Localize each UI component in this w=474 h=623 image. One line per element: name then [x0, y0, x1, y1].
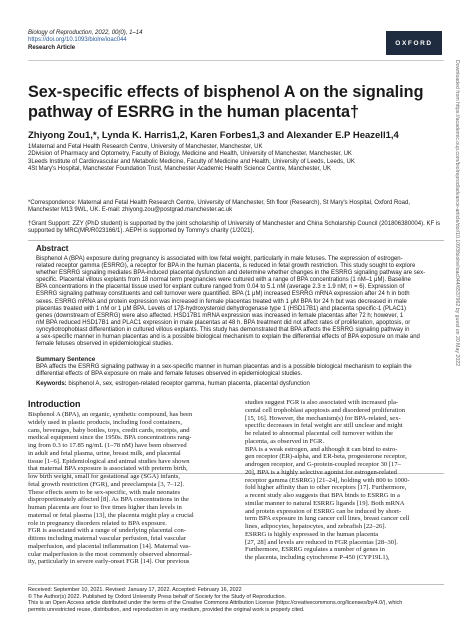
body-line: cans, beverages, baby bottles, toys, credit cards, receipts, and: [28, 426, 190, 434]
grant-line: supported by MRC(MR/R023166/1). AEPH is supported by Tommy's charity (1/2021).: [28, 228, 255, 235]
correspondence-line: Manchester M13 9WL, UK. E-mail: zhiyong.zou@postgrad.manchester.ac.uk: [28, 207, 233, 214]
received-dates: Received: September 10, 2021. Revised: January 17, 2022. Accepted: February 16, 2022: [28, 587, 242, 593]
abstract-line: BPA concentrations in the placental tissue used for explant culture ranged from 0.04 to 5.1 nM (average 2.3 ± 1.9 nM; n = 6). Expression of: [36, 284, 405, 291]
body-line: maternal or fetal plasma [13], the placenta might play a crucial: [28, 511, 194, 519]
affiliation-3: 3Leeds Institute of Cardiovascular and Metabolic Medicine, Faculty of Medicine and Health, University of Leeds, Leeds, UK: [28, 158, 355, 165]
body-line: ESRRG is highly expressed in the human placenta: [245, 530, 379, 538]
body-line: be related to abnormal placental cell turnover within the: [245, 430, 393, 437]
body-line: fold higher affinity than to other receptors [17]. Furthermore,: [245, 484, 407, 492]
body-line: [27, 28] and levels are reduced in FGR placentas [28–30].: [245, 538, 398, 546]
body-line: term BPA exposure in lung cancer cell lines, breast cancer cell: [245, 515, 410, 523]
license-line: This is an Open Access article distributed under the terms of the Creative Commons Attribution License (https://creativecommons.org/licenses/by/4.0/), which: [28, 600, 403, 607]
abstract-body: [36, 256, 436, 348]
body-line: the placenta, including cytochrome P-450 (CYP19L1),: [245, 554, 390, 561]
affiliation-4: 4St Mary's Hospital, Manchester Foundation Trust, Manchester Academic Health Science Centre, Manchester, UK: [28, 165, 331, 172]
summary-line: BPA affects the ESRRG signaling pathway in a sex-specific manner in human placentas and is a possible biological mechanism to explain the: [36, 364, 412, 370]
body-line: that maternal BPA exposure is associated with preterm birth,: [28, 465, 188, 473]
body-line: malperfusion, and placental inflammation [14]. Maternal vas-: [28, 542, 191, 550]
body-line: role in pregnancy disorders related to BPA exposure.: [28, 519, 167, 527]
article-title: Sex-specific effects of bisphenol A on the signaling pathway of ESRRG in the human placenta†: [28, 83, 424, 121]
journal-citation: Biology of Reproduction, 2022, 00(0), 1–14: [28, 30, 143, 36]
body-line: These effects seem to be sex-specific, with male neonates: [28, 488, 181, 496]
body-line: in adult and fetal plasma, urine, breast milk, and placental: [28, 449, 181, 457]
abstract-line: related receptor gamma (ESRRG), a receptor for BPA in the human placenta, is reduced in fetal growth restriction. This study sought to explore: [36, 263, 416, 270]
abstract-line: a sex-specific manner in human placentas and is a possible biological mechanism to explain the differential effects of BPA exposure on male and: [36, 334, 420, 341]
introduction-heading: Introduction: [28, 399, 81, 409]
body-line: [15, 16]. However, the mechanism(s) for BPA-related, sex-: [245, 414, 401, 422]
header-divider: [28, 60, 444, 61]
abstract-line: ESRRG signaling pathway constituents and cell turnover were quantified. BPA (1 μM) increased ESRRG mRNA expression after 24 h in both: [36, 291, 410, 298]
grant-support: [28, 221, 444, 236]
affiliations: [28, 144, 444, 173]
body-line: and protein expression of ESRRG can be induced by short-: [245, 507, 402, 515]
body-line: widely used in plastic products, including food containers,: [28, 418, 183, 426]
summary-body: [36, 364, 436, 378]
body-line: fetal growth restriction (FGR), and preeclampsia [3, 7–12].: [28, 480, 185, 488]
abstract-line: nM BPA reduced HSD17B1 and PLAC1 expression in male placentas at 48 h. BPA treatment did not affect rates of proliferation, apoptosis, or: [36, 319, 411, 326]
abstract-heading: Abstract: [36, 244, 69, 253]
abstract-line: whether ESRRG signaling mediates BPA-induced placental dysfunction and determine whether changes in the ESRRG signaling pathway are sex-: [36, 270, 426, 277]
body-line: lines, adipocytes, hepatocytes, and zebrafish [22–26].: [245, 523, 387, 530]
keywords-text: bisphenol A, sex, estrogen-related receptor gamma, human placenta, placental dysfunction: [68, 381, 310, 387]
body-line: studies suggest FGR is also associated with increased pla-: [245, 399, 399, 406]
keywords: [36, 381, 452, 387]
footer: [28, 587, 444, 613]
body-line: FGR is associated with a range of underlying placental con-: [28, 527, 187, 535]
body-line: cental cell trophoblast apoptosis and disordered proliferation: [245, 406, 406, 414]
body-line: tissue [1–6]. Epidemiological and animal studies have shown: [28, 457, 190, 465]
body-line: ity, particularly in severe early-onset FGR [14]. Our previous: [28, 558, 190, 566]
body-line: Furthermore, ESRRG regulates a number of genes in: [245, 546, 385, 554]
abstract-line: sexes. ESRRG mRNA and protein expression was increased in female placentas treated with 1 μM BPA for 24 h but was decreased in male: [36, 298, 407, 305]
body-line: specific decreases in fetal weight are still unclear and might: [245, 422, 403, 430]
body-line: Bisphenol A (BPA), an organic, synthetic compound, has been: [28, 411, 193, 418]
article-type: Research Article: [28, 44, 76, 51]
affiliation-2: 2Division of Pharmacy and Optometry, Faculty of Biology, Medicine and Health, University of Manchester, Manchester, UK: [28, 151, 352, 158]
abstract-line: female fetuses observed in epidemiological studies.: [36, 341, 174, 348]
abstract-line: genes (downstream of ESRRG) were also affected. HSD17B1 mRNA expression was increased in female placentas after 72 h; however, 1: [36, 312, 404, 319]
body-line: low birth weight, small for gestational age (SGA) infants,: [28, 473, 180, 480]
body-line: placenta, as observed in FGR.: [245, 437, 325, 445]
body-line: ditions including maternal vascular perfusion, fetal vascular: [28, 535, 187, 542]
grant-line: †Grant Support: ZZY (PhD student) is supported by the joint scholarship of University of Manchester and China Scholarship Council (201806380004). KF is: [28, 221, 441, 227]
introduction-left-column: [28, 411, 228, 566]
body-line: a recent study also suggests that BPA binds to ESRRG in a: [245, 492, 400, 499]
author-list: Zhiyong Zou1,*, Lynda K. Harris1,2, Karen Forbes1,3 and Alexander E.P Heazell1,4: [28, 130, 399, 141]
summary-line: differential effects of BPA exposure on male and female fetuses observed in epidemiological studies.: [36, 371, 303, 378]
body-line: gen receptor (ER)-alpha, and ER-beta, progesterone receptor,: [245, 453, 407, 461]
keywords-label: Keywords:: [36, 381, 67, 387]
oxford-logo[interactable]: OXFORD: [386, 31, 442, 55]
license-line: permits unrestricted reuse, distribution, and reproduction in any medium, provided the original work is properly cited.: [28, 606, 305, 613]
correspondence: [28, 200, 444, 215]
download-watermark: Downloaded from https://academic.oup.com/biolreprod/advance-article/doi/10.1093/biolre/ioac044/6537962 by guest on 20 May 2022: [454, 60, 460, 366]
journal-info: [28, 30, 142, 52]
copyright: © The Author(s) 2022. Published by Oxford University Press behalf of Society for the Study of Reproduction.: [28, 593, 286, 600]
body-line: medical equipment since the 1950s. BPA concentrations rang-: [28, 434, 192, 442]
body-line: 20], BPA is a highly selective agonist for estrogen-related: [245, 468, 397, 476]
doi-link[interactable]: https://doi.org/10.1093/biolre/ioac044: [28, 37, 127, 44]
body-line: BPA is a weak estrogen, and although it can bind to estro-: [245, 445, 398, 453]
footer-divider: [28, 584, 444, 585]
abstract-line: syncytiotrophoblast differentiation in cultured villous explants. This study has demonstrated that BPA affects the ESRRG signaling pathway in: [36, 326, 410, 333]
body-line: androgen receptor, and G-protein-coupled receptor 30 [17–: [245, 461, 401, 468]
body-line: cular malperfusion is the most commonly observed abnormal-: [28, 550, 192, 558]
introduction-right-column: [245, 399, 445, 562]
body-line: receptor gamma (ESRRG) [21–24], holding with 800 to 1000-: [245, 476, 410, 484]
body-line: human placenta are four to five times higher than levels in: [28, 504, 182, 511]
body-line: disproportionately affected [8]. As BPA concentrations in the: [28, 496, 189, 504]
affiliation-1: 1Maternal and Fetal Health Research Centre, University of Manchester, Manchester, UK: [28, 144, 263, 150]
body-line: ing from 0.3 to 17.85 ng/mL (1–78 nM) have been observed: [28, 442, 187, 449]
body-line: similar manner to natural ESRRG ligands [19]. Both mRNA: [245, 499, 405, 507]
abstract-line: placentas treated with 1 nM or 1 μM BPA. Levels of 17β-hydroxysteroid dehydrogenase type 1 (HSD17B1) and placenta specific-1 (PLAC1): [36, 305, 406, 312]
abstract-line: Bisphenol A (BPA) exposure during pregnancy is associated with low fetal weight, particularly in male fetuses. The expression of estrogen-: [36, 256, 403, 262]
abstract-line: specific. Placental villous explants from 18 normal term pregnancies were cultured with a range of BPA concentrations (1 nM–1 μM). Baseline: [36, 277, 411, 284]
correspondence-line: *Correspondence: Maternal and Fetal Health Research Centre, University of Manchester, 5th floor (Research), St Mary's Hospital, Oxford Road,: [28, 200, 410, 206]
summary-heading: Summary Sentence: [36, 356, 96, 363]
